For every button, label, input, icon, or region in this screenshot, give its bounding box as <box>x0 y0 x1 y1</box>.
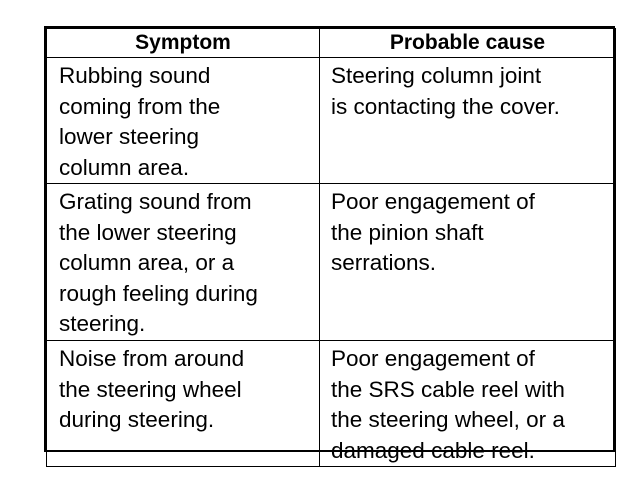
symptom-line: column area, or a <box>59 250 235 275</box>
header-symptom: Symptom <box>47 29 320 58</box>
symptom-line: the lower steering <box>59 219 237 245</box>
cause-line: the steering wheel, or a <box>331 407 565 432</box>
cause-line: the SRS cable reel with <box>331 376 565 402</box>
header-probable-cause: Probable cause <box>320 29 616 58</box>
symptom-line: coming from the <box>59 93 221 119</box>
cause-line: Poor engagement of <box>331 346 535 371</box>
symptom-line: steering. <box>59 311 146 336</box>
table-row <box>47 184 616 341</box>
symptom-line: Noise from around <box>59 346 245 371</box>
symptom-line: rough feeling during <box>59 280 258 306</box>
cause-line: serrations. <box>331 250 437 275</box>
cause-line: Poor engagement of <box>331 189 535 214</box>
symptom-cell <box>47 341 320 467</box>
symptom-line: Rubbing sound <box>59 63 211 88</box>
cause-cell <box>320 58 616 184</box>
symptom-cause-table <box>46 28 616 467</box>
symptom-line: lower steering <box>59 124 200 149</box>
symptom-line: Grating sound from <box>59 189 252 214</box>
cause-line: is contacting the cover. <box>331 93 560 119</box>
table-header-row <box>47 29 616 58</box>
symptom-line: the steering wheel <box>59 376 242 402</box>
table-row <box>47 58 616 184</box>
symptom-cell <box>47 58 320 184</box>
symptom-cause-table-frame <box>44 26 615 463</box>
cause-cell <box>320 341 616 467</box>
table-row <box>47 341 616 467</box>
cause-line: damaged cable reel. <box>331 437 535 463</box>
cause-cell <box>320 184 616 341</box>
symptom-line: column area. <box>59 154 190 180</box>
symptom-line: during steering. <box>59 407 215 432</box>
cause-line: the pinion shaft <box>331 219 484 245</box>
symptom-cell <box>47 184 320 341</box>
cause-line: Steering column joint <box>331 63 542 88</box>
